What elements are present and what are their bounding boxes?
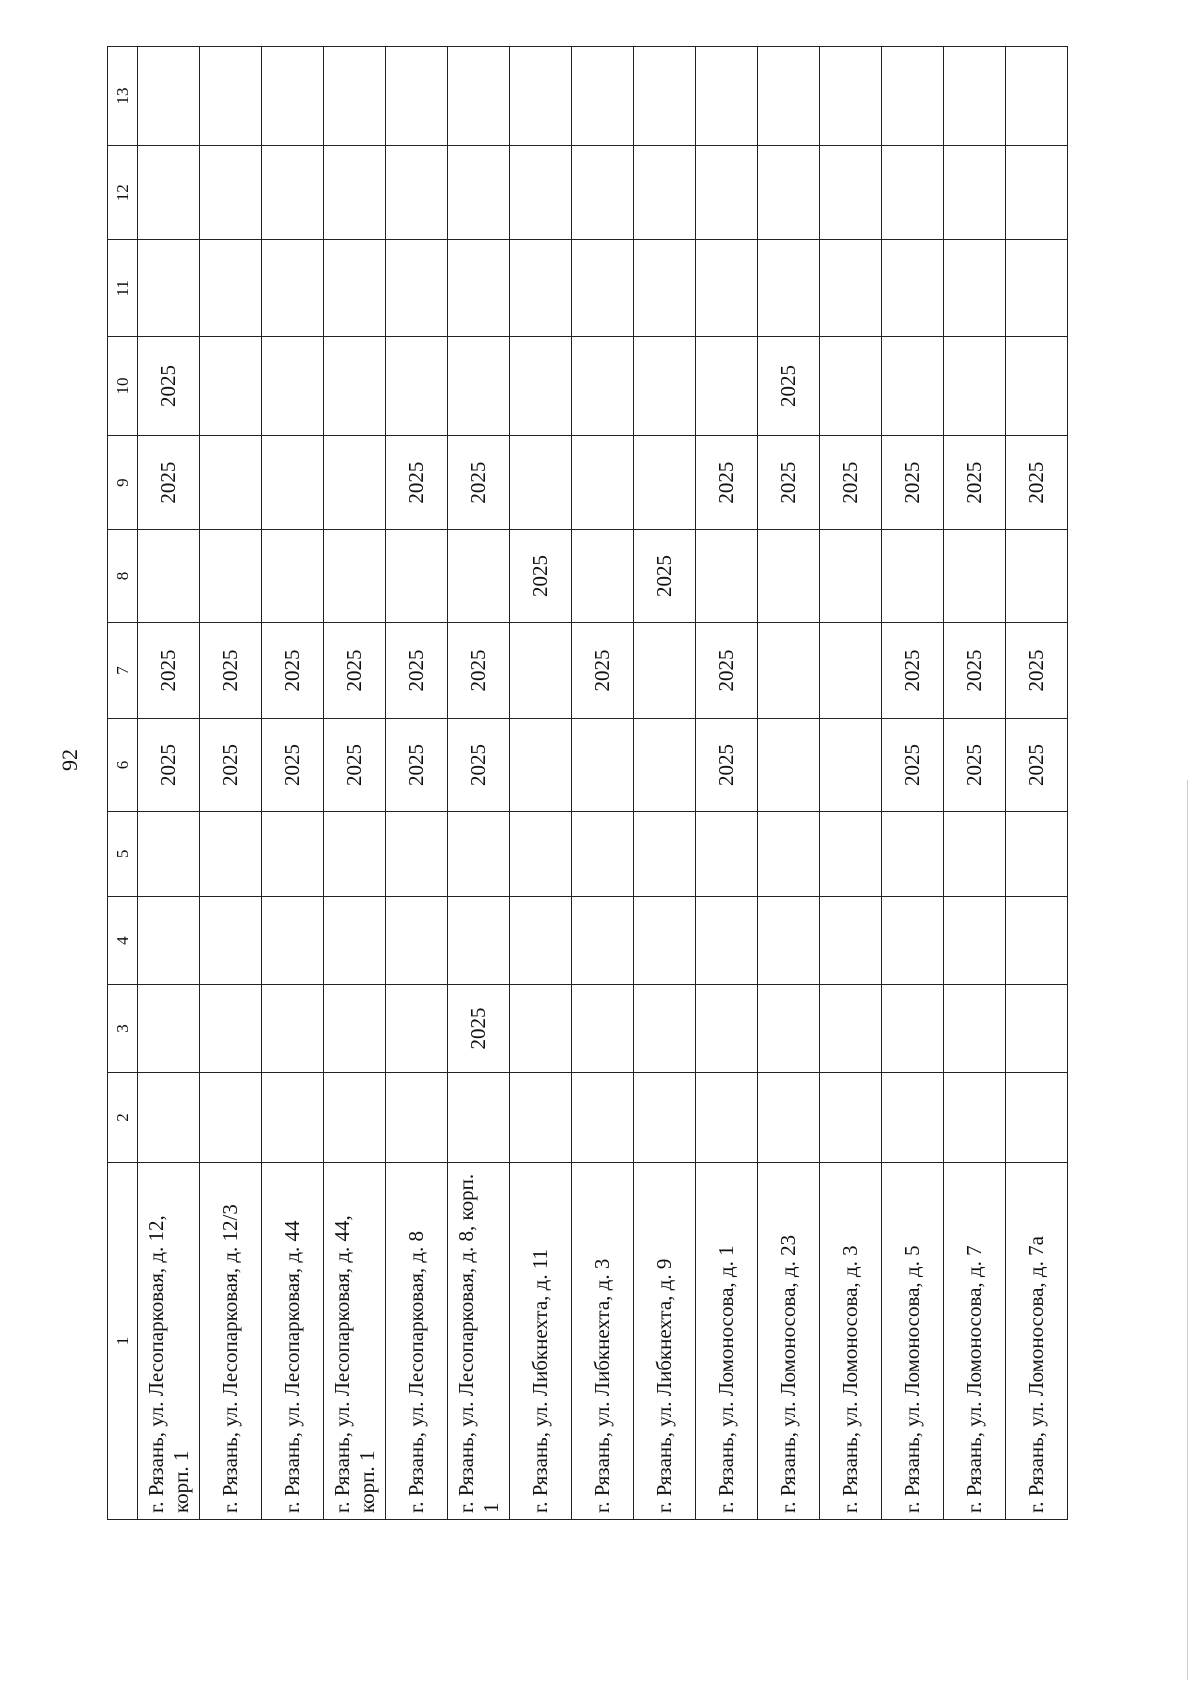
address-cell: г. Рязань, ул. Лесопарковая, д. 12, корп. 1 bbox=[138, 1163, 200, 1520]
value-cell-col-6 bbox=[510, 719, 572, 811]
value-cell-col-10 bbox=[634, 337, 696, 436]
value-cell-col-7: 2025 bbox=[1006, 622, 1068, 719]
value-cell-col-6: 2025 bbox=[386, 719, 448, 811]
table-row bbox=[510, 47, 572, 1520]
value-cell-col-4 bbox=[634, 897, 696, 985]
value-cell-col-9 bbox=[572, 435, 634, 529]
table-row bbox=[324, 47, 386, 1520]
value-cell-col-13 bbox=[944, 47, 1006, 146]
value-cell-col-12 bbox=[324, 145, 386, 239]
value-cell-col-7: 2025 bbox=[138, 622, 200, 719]
scan-edge-line bbox=[1187, 780, 1188, 1680]
value-cell-col-2 bbox=[138, 1072, 200, 1162]
column-header-1: 1 bbox=[108, 1163, 138, 1520]
value-cell-col-3: 2025 bbox=[448, 985, 510, 1073]
value-cell-col-13 bbox=[200, 47, 262, 146]
value-cell-col-10 bbox=[386, 337, 448, 436]
value-cell-col-9 bbox=[634, 435, 696, 529]
value-cell-col-11 bbox=[200, 240, 262, 337]
value-cell-col-3 bbox=[510, 985, 572, 1073]
column-header-3: 3 bbox=[108, 985, 138, 1073]
value-cell-col-3 bbox=[758, 985, 820, 1073]
value-cell-col-10 bbox=[944, 337, 1006, 436]
value-cell-col-10: 2025 bbox=[758, 337, 820, 436]
value-cell-col-7: 2025 bbox=[324, 622, 386, 719]
header-row bbox=[108, 47, 138, 1520]
value-cell-col-12 bbox=[634, 145, 696, 239]
value-cell-col-7 bbox=[510, 622, 572, 719]
value-cell-col-12 bbox=[510, 145, 572, 239]
table-row bbox=[634, 47, 696, 1520]
value-cell-col-6: 2025 bbox=[882, 719, 944, 811]
value-cell-col-10 bbox=[324, 337, 386, 436]
value-cell-col-6: 2025 bbox=[1006, 719, 1068, 811]
value-cell-col-5 bbox=[634, 811, 696, 897]
value-cell-col-9: 2025 bbox=[820, 435, 882, 529]
value-cell-col-10: 2025 bbox=[138, 337, 200, 436]
value-cell-col-4 bbox=[758, 897, 820, 985]
value-cell-col-6: 2025 bbox=[696, 719, 758, 811]
value-cell-col-5 bbox=[572, 811, 634, 897]
value-cell-col-3 bbox=[572, 985, 634, 1073]
address-cell: г. Рязань, ул. Лесопарковая, д. 8 bbox=[386, 1163, 448, 1520]
column-header-2: 2 bbox=[108, 1072, 138, 1162]
value-cell-col-4 bbox=[324, 897, 386, 985]
value-cell-col-6 bbox=[820, 719, 882, 811]
value-cell-col-8 bbox=[758, 530, 820, 622]
address-cell: г. Рязань, ул. Ломоносова, д. 7а bbox=[1006, 1163, 1068, 1520]
value-cell-col-11 bbox=[262, 240, 324, 337]
value-cell-col-11 bbox=[882, 240, 944, 337]
value-cell-col-12 bbox=[200, 145, 262, 239]
value-cell-col-7 bbox=[634, 622, 696, 719]
value-cell-col-10 bbox=[200, 337, 262, 436]
value-cell-col-2 bbox=[386, 1072, 448, 1162]
value-cell-col-6: 2025 bbox=[200, 719, 262, 811]
value-cell-col-4 bbox=[138, 897, 200, 985]
value-cell-col-12 bbox=[572, 145, 634, 239]
value-cell-col-11 bbox=[448, 240, 510, 337]
value-cell-col-13 bbox=[448, 47, 510, 146]
value-cell-col-8: 2025 bbox=[634, 530, 696, 622]
value-cell-col-2 bbox=[820, 1072, 882, 1162]
value-cell-col-4 bbox=[1006, 897, 1068, 985]
value-cell-col-4 bbox=[510, 897, 572, 985]
value-cell-col-3 bbox=[882, 985, 944, 1073]
value-cell-col-11 bbox=[944, 240, 1006, 337]
column-header-10: 10 bbox=[108, 337, 138, 436]
value-cell-col-4 bbox=[944, 897, 1006, 985]
value-cell-col-8 bbox=[448, 530, 510, 622]
value-cell-col-8 bbox=[1006, 530, 1068, 622]
address-cell: г. Рязань, ул. Либкнехта, д. 11 bbox=[510, 1163, 572, 1520]
value-cell-col-10 bbox=[510, 337, 572, 436]
value-cell-col-4 bbox=[572, 897, 634, 985]
value-cell-col-6 bbox=[634, 719, 696, 811]
value-cell-col-5 bbox=[200, 811, 262, 897]
address-cell: г. Рязань, ул. Лесопарковая, д. 44 bbox=[262, 1163, 324, 1520]
value-cell-col-8 bbox=[696, 530, 758, 622]
value-cell-col-9: 2025 bbox=[1006, 435, 1068, 529]
value-cell-col-12 bbox=[758, 145, 820, 239]
value-cell-col-2 bbox=[262, 1072, 324, 1162]
value-cell-col-2 bbox=[696, 1072, 758, 1162]
value-cell-col-9: 2025 bbox=[386, 435, 448, 529]
value-cell-col-5 bbox=[944, 811, 1006, 897]
value-cell-col-2 bbox=[324, 1072, 386, 1162]
value-cell-col-5 bbox=[1006, 811, 1068, 897]
value-cell-col-6: 2025 bbox=[262, 719, 324, 811]
table-row bbox=[882, 47, 944, 1520]
value-cell-col-12 bbox=[820, 145, 882, 239]
value-cell-col-10 bbox=[882, 337, 944, 436]
address-cell: г. Рязань, ул. Лесопарковая, д. 8, корп. 1 bbox=[448, 1163, 510, 1520]
value-cell-col-8 bbox=[572, 530, 634, 622]
value-cell-col-3 bbox=[634, 985, 696, 1073]
value-cell-col-3 bbox=[200, 985, 262, 1073]
value-cell-col-9 bbox=[262, 435, 324, 529]
value-cell-col-13 bbox=[324, 47, 386, 146]
value-cell-col-5 bbox=[448, 811, 510, 897]
value-cell-col-12 bbox=[696, 145, 758, 239]
column-header-9: 9 bbox=[108, 435, 138, 529]
value-cell-col-8 bbox=[324, 530, 386, 622]
value-cell-col-7: 2025 bbox=[696, 622, 758, 719]
value-cell-col-9: 2025 bbox=[138, 435, 200, 529]
table-row bbox=[696, 47, 758, 1520]
address-cell: г. Рязань, ул. Либкнехта, д. 9 bbox=[634, 1163, 696, 1520]
page-number: 92 bbox=[57, 749, 82, 771]
value-cell-col-4 bbox=[696, 897, 758, 985]
value-cell-col-7: 2025 bbox=[572, 622, 634, 719]
value-cell-col-13 bbox=[634, 47, 696, 146]
value-cell-col-12 bbox=[1006, 145, 1068, 239]
table-row bbox=[138, 47, 200, 1520]
value-cell-col-8 bbox=[882, 530, 944, 622]
value-cell-col-6 bbox=[758, 719, 820, 811]
value-cell-col-2 bbox=[882, 1072, 944, 1162]
value-cell-col-5 bbox=[758, 811, 820, 897]
table-row bbox=[572, 47, 634, 1520]
value-cell-col-4 bbox=[386, 897, 448, 985]
value-cell-col-13 bbox=[820, 47, 882, 146]
value-cell-col-8 bbox=[262, 530, 324, 622]
value-cell-col-13 bbox=[510, 47, 572, 146]
table-row bbox=[1006, 47, 1068, 1520]
address-cell: г. Рязань, ул. Ломоносова, д. 3 bbox=[820, 1163, 882, 1520]
value-cell-col-7 bbox=[820, 622, 882, 719]
value-cell-col-11 bbox=[1006, 240, 1068, 337]
value-cell-col-11 bbox=[386, 240, 448, 337]
address-cell: г. Рязань, ул. Ломоносова, д. 5 bbox=[882, 1163, 944, 1520]
value-cell-col-8 bbox=[138, 530, 200, 622]
value-cell-col-9 bbox=[510, 435, 572, 529]
value-cell-col-10 bbox=[820, 337, 882, 436]
value-cell-col-3 bbox=[262, 985, 324, 1073]
value-cell-col-3 bbox=[696, 985, 758, 1073]
table-row bbox=[262, 47, 324, 1520]
value-cell-col-11 bbox=[634, 240, 696, 337]
value-cell-col-8 bbox=[820, 530, 882, 622]
value-cell-col-6 bbox=[572, 719, 634, 811]
value-cell-col-7: 2025 bbox=[448, 622, 510, 719]
value-cell-col-4 bbox=[200, 897, 262, 985]
value-cell-col-11 bbox=[138, 240, 200, 337]
address-cell: г. Рязань, ул. Лесопарковая, д. 44, корп. 1 bbox=[324, 1163, 386, 1520]
value-cell-col-7: 2025 bbox=[200, 622, 262, 719]
value-cell-col-10 bbox=[1006, 337, 1068, 436]
value-cell-col-9: 2025 bbox=[448, 435, 510, 529]
value-cell-col-7: 2025 bbox=[882, 622, 944, 719]
value-cell-col-12 bbox=[448, 145, 510, 239]
value-cell-col-5 bbox=[138, 811, 200, 897]
value-cell-col-5 bbox=[510, 811, 572, 897]
value-cell-col-10 bbox=[696, 337, 758, 436]
value-cell-col-12 bbox=[882, 145, 944, 239]
value-cell-col-11 bbox=[758, 240, 820, 337]
column-header-13: 13 bbox=[108, 47, 138, 146]
value-cell-col-4 bbox=[262, 897, 324, 985]
value-cell-col-11 bbox=[696, 240, 758, 337]
value-cell-col-5 bbox=[820, 811, 882, 897]
value-cell-col-3 bbox=[386, 985, 448, 1073]
column-header-4: 4 bbox=[108, 897, 138, 985]
table-row bbox=[200, 47, 262, 1520]
value-cell-col-11 bbox=[324, 240, 386, 337]
value-cell-col-6: 2025 bbox=[138, 719, 200, 811]
value-cell-col-8 bbox=[944, 530, 1006, 622]
value-cell-col-6: 2025 bbox=[448, 719, 510, 811]
value-cell-col-10 bbox=[572, 337, 634, 436]
value-cell-col-9: 2025 bbox=[944, 435, 1006, 529]
value-cell-col-8 bbox=[200, 530, 262, 622]
table-row bbox=[448, 47, 510, 1520]
value-cell-col-2 bbox=[448, 1072, 510, 1162]
value-cell-col-12 bbox=[944, 145, 1006, 239]
value-cell-col-9 bbox=[324, 435, 386, 529]
value-cell-col-8: 2025 bbox=[510, 530, 572, 622]
column-header-11: 11 bbox=[108, 240, 138, 337]
value-cell-col-2 bbox=[758, 1072, 820, 1162]
column-header-6: 6 bbox=[108, 719, 138, 811]
value-cell-col-5 bbox=[882, 811, 944, 897]
value-cell-col-11 bbox=[820, 240, 882, 337]
value-cell-col-5 bbox=[386, 811, 448, 897]
value-cell-col-5 bbox=[696, 811, 758, 897]
value-cell-col-2 bbox=[634, 1072, 696, 1162]
value-cell-col-4 bbox=[820, 897, 882, 985]
value-cell-col-3 bbox=[944, 985, 1006, 1073]
value-cell-col-3 bbox=[324, 985, 386, 1073]
column-header-7: 7 bbox=[108, 622, 138, 719]
value-cell-col-9: 2025 bbox=[882, 435, 944, 529]
value-cell-col-13 bbox=[1006, 47, 1068, 146]
value-cell-col-2 bbox=[510, 1072, 572, 1162]
value-cell-col-7 bbox=[758, 622, 820, 719]
column-header-8: 8 bbox=[108, 530, 138, 622]
value-cell-col-2 bbox=[200, 1072, 262, 1162]
address-cell: г. Рязань, ул. Лесопарковая, д. 12/3 bbox=[200, 1163, 262, 1520]
value-cell-col-11 bbox=[572, 240, 634, 337]
column-header-12: 12 bbox=[108, 145, 138, 239]
value-cell-col-12 bbox=[262, 145, 324, 239]
value-cell-col-6: 2025 bbox=[944, 719, 1006, 811]
value-cell-col-9: 2025 bbox=[758, 435, 820, 529]
value-cell-col-7: 2025 bbox=[944, 622, 1006, 719]
value-cell-col-9: 2025 bbox=[696, 435, 758, 529]
value-cell-col-11 bbox=[510, 240, 572, 337]
value-cell-col-12 bbox=[386, 145, 448, 239]
value-cell-col-4 bbox=[882, 897, 944, 985]
value-cell-col-6: 2025 bbox=[324, 719, 386, 811]
table-row bbox=[758, 47, 820, 1520]
value-cell-col-3 bbox=[1006, 985, 1068, 1073]
table-container bbox=[107, 46, 1067, 1520]
table-row bbox=[820, 47, 882, 1520]
value-cell-col-8 bbox=[386, 530, 448, 622]
address-cell: г. Рязань, ул. Ломоносова, д. 23 bbox=[758, 1163, 820, 1520]
value-cell-col-13 bbox=[572, 47, 634, 146]
value-cell-col-7: 2025 bbox=[262, 622, 324, 719]
table-row bbox=[944, 47, 1006, 1520]
value-cell-col-13 bbox=[758, 47, 820, 146]
value-cell-col-3 bbox=[820, 985, 882, 1073]
value-cell-col-2 bbox=[1006, 1072, 1068, 1162]
value-cell-col-13 bbox=[138, 47, 200, 146]
value-cell-col-4 bbox=[448, 897, 510, 985]
value-cell-col-13 bbox=[262, 47, 324, 146]
value-cell-col-13 bbox=[882, 47, 944, 146]
value-cell-col-5 bbox=[262, 811, 324, 897]
address-cell: г. Рязань, ул. Ломоносова, д. 1 bbox=[696, 1163, 758, 1520]
value-cell-col-3 bbox=[138, 985, 200, 1073]
value-cell-col-7: 2025 bbox=[386, 622, 448, 719]
value-cell-col-5 bbox=[324, 811, 386, 897]
address-cell: г. Рязань, ул. Либкнехта, д. 3 bbox=[572, 1163, 634, 1520]
value-cell-col-13 bbox=[386, 47, 448, 146]
value-cell-col-10 bbox=[262, 337, 324, 436]
column-header-5: 5 bbox=[108, 811, 138, 897]
value-cell-col-2 bbox=[944, 1072, 1006, 1162]
data-table bbox=[107, 46, 1068, 1520]
address-cell: г. Рязань, ул. Ломоносова, д. 7 bbox=[944, 1163, 1006, 1520]
value-cell-col-13 bbox=[696, 47, 758, 146]
value-cell-col-12 bbox=[138, 145, 200, 239]
table-row bbox=[386, 47, 448, 1520]
value-cell-col-10 bbox=[448, 337, 510, 436]
value-cell-col-2 bbox=[572, 1072, 634, 1162]
value-cell-col-9 bbox=[200, 435, 262, 529]
